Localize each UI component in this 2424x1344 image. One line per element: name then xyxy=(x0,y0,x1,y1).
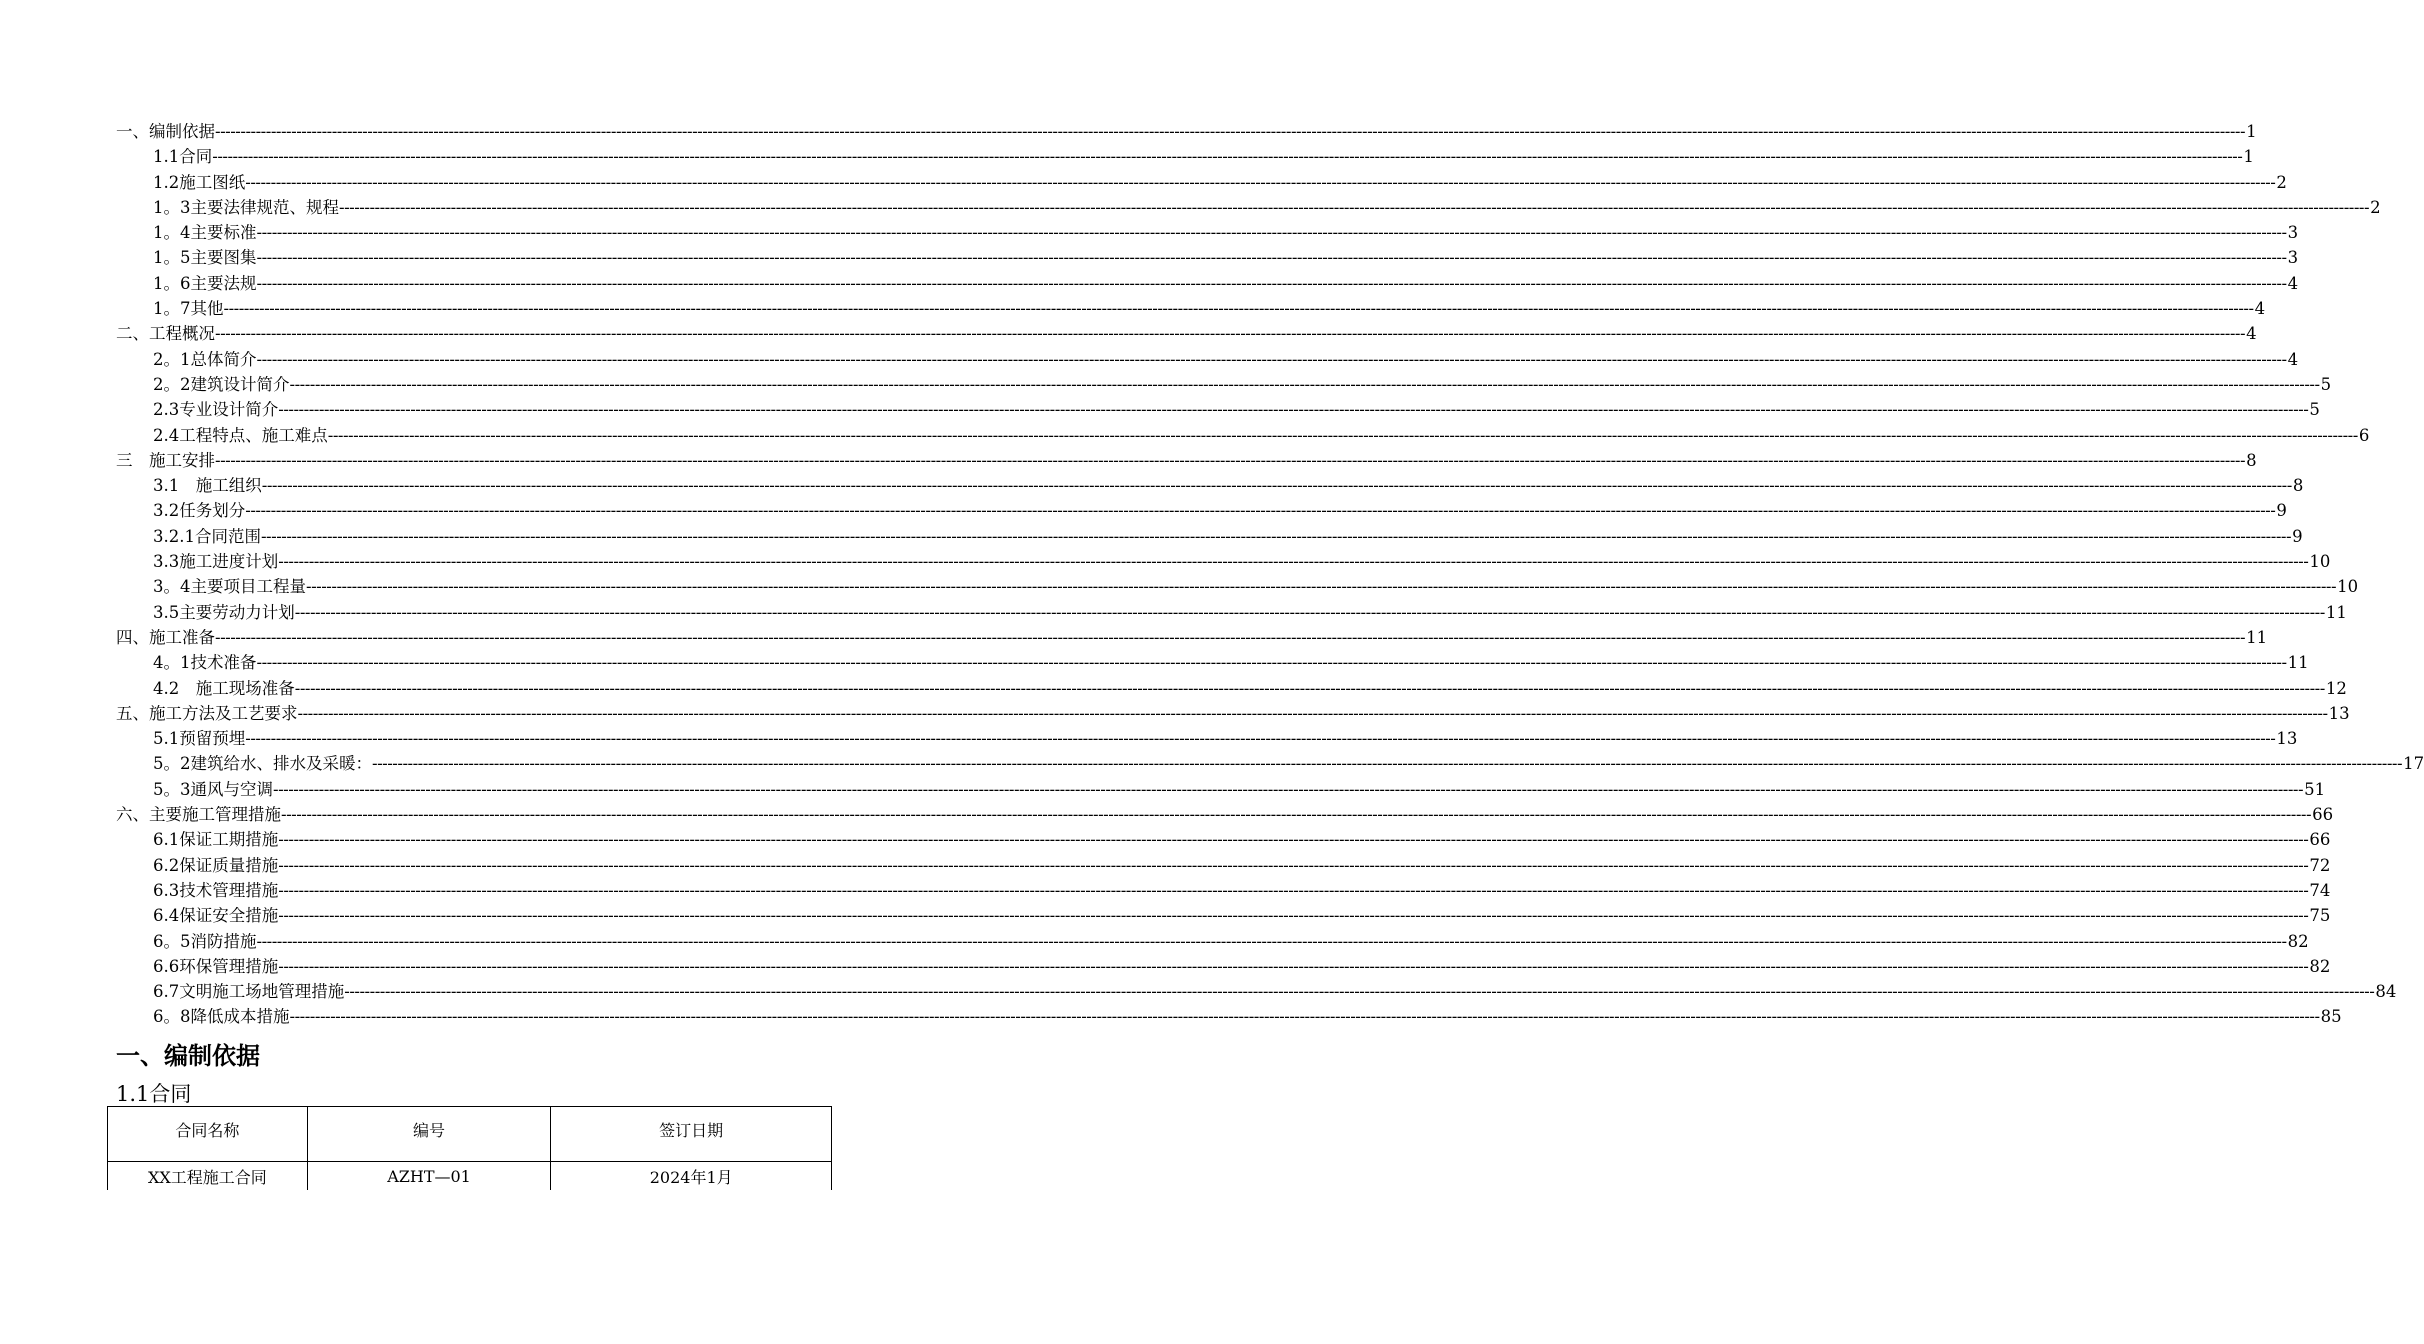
toc-entry-page: 85 xyxy=(2320,1007,2342,1027)
toc-dot-leader: ---------------------------------------------------------------------------------------------------------------------------------------------------------------------------------------------------------------------------------------------------------------------------------------------------------------------------------------------------------------------------------------------------------------- xyxy=(215,122,2246,141)
toc-entry[interactable] xyxy=(116,548,2331,573)
toc-entry[interactable] xyxy=(116,852,2331,877)
toc-dot-leader: ---------------------------------------------------------------------------------------------------------------------------------------------------------------------------------------------------------------------------------------------------------------------------------------------------------------------------------------------------------------------------------------------------------------- xyxy=(260,526,2292,546)
toc-entry-page: 4 xyxy=(2254,299,2266,319)
toc-dot-leader: ---------------------------------------------------------------------------------------------------------------------------------------------------------------------------------------------------------------------------------------------------------------------------------------------------------------------------------------------------------------------------------------------------------------- xyxy=(223,299,2254,319)
toc-dot-leader: ---------------------------------------------------------------------------------------------------------------------------------------------------------------------------------------------------------------------------------------------------------------------------------------------------------------------------------------------------------------------------------------------------------------- xyxy=(256,248,2287,268)
toc-dot-leader: ---------------------------------------------------------------------------------------------------------------------------------------------------------------------------------------------------------------------------------------------------------------------------------------------------------------------------------------------------------------------------------------------------------------- xyxy=(278,552,2309,572)
toc-entry-title: 3.3施工进度计划 xyxy=(153,552,279,572)
cell-contract-name: XX工程施工合同 xyxy=(108,1162,308,1191)
table-row xyxy=(108,1162,832,1191)
toc-entry-title: 1。5主要图集 xyxy=(153,248,257,268)
toc-entry-page: 1 xyxy=(2246,122,2257,141)
toc-entry-page: 11 xyxy=(2246,627,2268,647)
toc-dot-leader: ---------------------------------------------------------------------------------------------------------------------------------------------------------------------------------------------------------------------------------------------------------------------------------------------------------------------------------------------------------------------------------------------------------------- xyxy=(306,577,2337,597)
toc-entry[interactable] xyxy=(116,776,2326,801)
toc-dot-leader: ---------------------------------------------------------------------------------------------------------------------------------------------------------------------------------------------------------------------------------------------------------------------------------------------------------------------------------------------------------------------------------------------------------------- xyxy=(256,349,2287,369)
toc-entry-title: 2。2建筑设计简介 xyxy=(153,374,290,394)
toc-entry-title: 6.1保证工期措施 xyxy=(153,830,279,850)
toc-entry-page: 8 xyxy=(2292,476,2304,496)
toc-entry-title: 四、施工准备 xyxy=(116,627,215,647)
toc-dot-leader: ---------------------------------------------------------------------------------------------------------------------------------------------------------------------------------------------------------------------------------------------------------------------------------------------------------------------------------------------------------------------------------------------------------------- xyxy=(289,374,2320,394)
toc-entry[interactable] xyxy=(116,346,2299,371)
toc-dot-leader: ---------------------------------------------------------------------------------------------------------------------------------------------------------------------------------------------------------------------------------------------------------------------------------------------------------------------------------------------------------------------------------------------------------------- xyxy=(256,223,2287,243)
toc-dot-leader: ---------------------------------------------------------------------------------------------------------------------------------------------------------------------------------------------------------------------------------------------------------------------------------------------------------------------------------------------------------------------------------------------------------------- xyxy=(273,779,2304,799)
toc-entry[interactable] xyxy=(116,244,2299,269)
toc-entry[interactable] xyxy=(116,422,2370,447)
toc-entry-page: 13 xyxy=(2276,729,2298,749)
subsection-heading: 1.1合同 xyxy=(116,1082,192,1106)
toc-entry[interactable] xyxy=(116,396,2320,421)
toc-entry-page: 10 xyxy=(2309,552,2331,572)
toc-entry-page: 75 xyxy=(2309,906,2331,926)
toc-entry-title: 6.4保证安全措施 xyxy=(153,906,279,926)
toc-entry[interactable] xyxy=(116,953,2331,978)
toc-dot-leader: ---------------------------------------------------------------------------------------------------------------------------------------------------------------------------------------------------------------------------------------------------------------------------------------------------------------------------------------------------------------------------------------------------------------- xyxy=(278,956,2309,976)
toc-entry-page: 84 xyxy=(2375,982,2397,1002)
toc-dot-leader: ---------------------------------------------------------------------------------------------------------------------------------------------------------------------------------------------------------------------------------------------------------------------------------------------------------------------------------------------------------------------------------------------------------------- xyxy=(256,273,2287,293)
toc-entry[interactable] xyxy=(116,826,2331,851)
toc-entry-page: 3 xyxy=(2287,248,2299,268)
toc-dot-leader: ---------------------------------------------------------------------------------------------------------------------------------------------------------------------------------------------------------------------------------------------------------------------------------------------------------------------------------------------------------------------------------------------------------------- xyxy=(256,653,2287,673)
toc-entry[interactable] xyxy=(116,902,2331,927)
toc-entry[interactable] xyxy=(116,118,2257,143)
toc-entry-title: 3.2.1合同范围 xyxy=(153,526,261,546)
toc-dot-leader: ---------------------------------------------------------------------------------------------------------------------------------------------------------------------------------------------------------------------------------------------------------------------------------------------------------------------------------------------------------------------------------------------------------------- xyxy=(278,880,2309,900)
toc-entry[interactable] xyxy=(116,371,2332,396)
toc-entry-title: 六、主要施工管理措施 xyxy=(116,805,281,825)
toc-entry-title: 2.3专业设计简介 xyxy=(153,400,279,420)
toc-dot-leader: ---------------------------------------------------------------------------------------------------------------------------------------------------------------------------------------------------------------------------------------------------------------------------------------------------------------------------------------------------------------------------------------------------------------- xyxy=(278,830,2309,850)
toc-entry-title: 1.2施工图纸 xyxy=(153,172,246,192)
toc-entry-page: 3 xyxy=(2287,223,2299,243)
toc-entry[interactable] xyxy=(116,472,2304,497)
toc-entry-title: 6.7文明施工场地管理措施 xyxy=(153,982,345,1002)
table-of-contents xyxy=(116,118,2424,1029)
toc-entry[interactable] xyxy=(116,978,2397,1003)
toc-entry-title: 6.6环保管理措施 xyxy=(153,956,279,976)
toc-entry-page: 66 xyxy=(2309,830,2331,850)
toc-entry-title: 二、工程概况 xyxy=(116,324,215,344)
section-heading: 一、编制依据 xyxy=(116,1041,260,1070)
contract-table xyxy=(107,1106,832,1190)
toc-entry[interactable] xyxy=(116,295,2266,320)
toc-entry-page: 12 xyxy=(2325,678,2347,698)
toc-entry[interactable] xyxy=(116,194,2381,219)
toc-entry-title: 5.1预留预埋 xyxy=(153,729,246,749)
toc-entry[interactable] xyxy=(116,169,2287,194)
toc-entry-title: 2。1总体简介 xyxy=(153,349,257,369)
toc-entry-title: 3.1 施工组织 xyxy=(153,476,262,496)
toc-entry-title: 三 施工安排 xyxy=(116,450,215,470)
toc-entry-page: 13 xyxy=(2328,703,2350,723)
toc-entry-title: 3。4主要项目工程量 xyxy=(153,577,306,597)
toc-entry-title: 6。8降低成本措施 xyxy=(153,1007,290,1027)
toc-dot-leader: ---------------------------------------------------------------------------------------------------------------------------------------------------------------------------------------------------------------------------------------------------------------------------------------------------------------------------------------------------------------------------------------------------------------- xyxy=(245,172,2276,192)
toc-entry-title: 3.5主要劳动力计划 xyxy=(153,602,295,622)
toc-entry-page: 9 xyxy=(2276,501,2287,521)
toc-entry-title: 1。4主要标准 xyxy=(153,223,257,243)
toc-entry-page: 6 xyxy=(2358,425,2370,445)
toc-entry-title: 1。7其他 xyxy=(153,299,224,319)
toc-dot-leader: ---------------------------------------------------------------------------------------------------------------------------------------------------------------------------------------------------------------------------------------------------------------------------------------------------------------------------------------------------------------------------------------------------------------- xyxy=(215,450,2246,470)
toc-entry-title: 五、施工方法及工艺要求 xyxy=(116,703,298,723)
toc-entry[interactable] xyxy=(116,801,2334,826)
toc-dot-leader: ---------------------------------------------------------------------------------------------------------------------------------------------------------------------------------------------------------------------------------------------------------------------------------------------------------------------------------------------------------------------------------------------------------------- xyxy=(344,982,2375,1002)
toc-entry[interactable] xyxy=(116,1003,2342,1028)
toc-dot-leader: ---------------------------------------------------------------------------------------------------------------------------------------------------------------------------------------------------------------------------------------------------------------------------------------------------------------------------------------------------------------------------------------------------------------- xyxy=(261,476,2292,496)
toc-entry[interactable] xyxy=(116,497,2287,522)
toc-dot-leader: ---------------------------------------------------------------------------------------------------------------------------------------------------------------------------------------------------------------------------------------------------------------------------------------------------------------------------------------------------------------------------------------------------------------- xyxy=(278,400,2309,420)
toc-entry-title: 1。3主要法律规范、规程 xyxy=(153,197,339,217)
toc-entry-page: 82 xyxy=(2287,931,2309,951)
toc-entry-title: 5。2建筑给水、排水及采暖： xyxy=(153,754,372,774)
toc-entry[interactable] xyxy=(116,750,2424,775)
toc-entry[interactable] xyxy=(116,270,2299,295)
toc-entry-page: 66 xyxy=(2312,805,2334,825)
toc-entry-title: 4。1技术准备 xyxy=(153,653,257,673)
toc-dot-leader: ---------------------------------------------------------------------------------------------------------------------------------------------------------------------------------------------------------------------------------------------------------------------------------------------------------------------------------------------------------------------------------------------------------------- xyxy=(281,805,2312,825)
toc-entry-title: 6。5消防措施 xyxy=(153,931,257,951)
toc-entry-page: 2 xyxy=(2370,197,2381,217)
toc-dot-leader: ---------------------------------------------------------------------------------------------------------------------------------------------------------------------------------------------------------------------------------------------------------------------------------------------------------------------------------------------------------------------------------------------------------------- xyxy=(212,147,2243,167)
toc-entry-page: 5 xyxy=(2320,374,2332,394)
toc-entry-page: 1 xyxy=(2243,147,2254,167)
header-contract-name: 合同名称 xyxy=(108,1107,308,1162)
toc-entry-title: 5。3通风与空调 xyxy=(153,779,273,799)
toc-dot-leader: ---------------------------------------------------------------------------------------------------------------------------------------------------------------------------------------------------------------------------------------------------------------------------------------------------------------------------------------------------------------------------------------------------------------- xyxy=(215,627,2246,647)
toc-entry-page: 74 xyxy=(2309,880,2331,900)
toc-dot-leader: ---------------------------------------------------------------------------------------------------------------------------------------------------------------------------------------------------------------------------------------------------------------------------------------------------------------------------------------------------------------------------------------------------------------- xyxy=(278,906,2309,926)
toc-entry[interactable] xyxy=(116,928,2309,953)
toc-entry-title: 1.1合同 xyxy=(153,147,213,167)
toc-entry[interactable] xyxy=(116,624,2268,649)
toc-entry[interactable] xyxy=(116,675,2347,700)
toc-entry-title: 1。6主要法规 xyxy=(153,273,257,293)
toc-entry-page: 51 xyxy=(2304,779,2326,799)
toc-entry-title: 3.2任务划分 xyxy=(153,501,246,521)
toc-entry[interactable] xyxy=(116,219,2299,244)
toc-entry-page: 72 xyxy=(2309,855,2331,875)
header-signing-date: 签订日期 xyxy=(551,1107,832,1162)
table-header-row xyxy=(108,1107,832,1162)
toc-entry[interactable] xyxy=(116,725,2298,750)
toc-entry-page: 5 xyxy=(2309,400,2320,420)
toc-entry[interactable] xyxy=(116,599,2347,624)
toc-dot-leader: ---------------------------------------------------------------------------------------------------------------------------------------------------------------------------------------------------------------------------------------------------------------------------------------------------------------------------------------------------------------------------------------------------------------- xyxy=(245,729,2276,749)
toc-entry[interactable] xyxy=(116,877,2331,902)
toc-entry-title: 6.3技术管理措施 xyxy=(153,880,279,900)
toc-entry-page: 4 xyxy=(2287,349,2299,369)
toc-entry-page: 11 xyxy=(2287,653,2309,673)
toc-entry[interactable] xyxy=(116,523,2303,548)
toc-entry-page: 10 xyxy=(2337,577,2359,597)
toc-entry-page: 4 xyxy=(2246,324,2257,344)
toc-entry-page: 82 xyxy=(2309,956,2331,976)
toc-entry[interactable] xyxy=(116,649,2309,674)
toc-entry[interactable] xyxy=(116,700,2350,725)
header-contract-number: 编号 xyxy=(307,1107,551,1162)
toc-entry-page: 8 xyxy=(2246,450,2257,470)
cell-contract-number: AZHT—01 xyxy=(307,1162,551,1191)
toc-dot-leader: ---------------------------------------------------------------------------------------------------------------------------------------------------------------------------------------------------------------------------------------------------------------------------------------------------------------------------------------------------------------------------------------------------------------- xyxy=(297,703,2328,723)
toc-dot-leader: ---------------------------------------------------------------------------------------------------------------------------------------------------------------------------------------------------------------------------------------------------------------------------------------------------------------------------------------------------------------------------------------------------------------- xyxy=(339,197,2370,217)
toc-entry-title: 6.2保证质量措施 xyxy=(153,855,279,875)
toc-entry-title: 2.4工程特点、施工难点 xyxy=(153,425,328,445)
toc-entry-page: 2 xyxy=(2276,172,2287,192)
toc-dot-leader: ---------------------------------------------------------------------------------------------------------------------------------------------------------------------------------------------------------------------------------------------------------------------------------------------------------------------------------------------------------------------------------------------------------------- xyxy=(327,425,2358,445)
toc-entry-title: 一、编制依据 xyxy=(116,122,215,141)
toc-dot-leader: ---------------------------------------------------------------------------------------------------------------------------------------------------------------------------------------------------------------------------------------------------------------------------------------------------------------------------------------------------------------------------------------------------------------- xyxy=(294,678,2325,698)
toc-dot-leader: ---------------------------------------------------------------------------------------------------------------------------------------------------------------------------------------------------------------------------------------------------------------------------------------------------------------------------------------------------------------------------------------------------------------- xyxy=(289,1007,2320,1027)
cell-signing-date: 2024年1月 xyxy=(551,1162,832,1191)
toc-dot-leader: ---------------------------------------------------------------------------------------------------------------------------------------------------------------------------------------------------------------------------------------------------------------------------------------------------------------------------------------------------------------------------------------------------------------- xyxy=(372,754,2403,774)
toc-entry-page: 4 xyxy=(2287,273,2299,293)
toc-entry-page: 11 xyxy=(2325,602,2347,622)
toc-entry[interactable] xyxy=(116,447,2257,472)
toc-dot-leader: ---------------------------------------------------------------------------------------------------------------------------------------------------------------------------------------------------------------------------------------------------------------------------------------------------------------------------------------------------------------------------------------------------------------- xyxy=(294,602,2325,622)
toc-entry[interactable] xyxy=(116,573,2359,598)
toc-dot-leader: ---------------------------------------------------------------------------------------------------------------------------------------------------------------------------------------------------------------------------------------------------------------------------------------------------------------------------------------------------------------------------------------------------------------- xyxy=(215,324,2246,344)
toc-entry-title: 4.2 施工现场准备 xyxy=(153,678,295,698)
toc-entry[interactable] xyxy=(116,143,2254,168)
toc-dot-leader: ---------------------------------------------------------------------------------------------------------------------------------------------------------------------------------------------------------------------------------------------------------------------------------------------------------------------------------------------------------------------------------------------------------------- xyxy=(245,501,2276,521)
toc-dot-leader: ---------------------------------------------------------------------------------------------------------------------------------------------------------------------------------------------------------------------------------------------------------------------------------------------------------------------------------------------------------------------------------------------------------------- xyxy=(278,855,2309,875)
toc-entry-page: 9 xyxy=(2292,526,2303,546)
toc-entry[interactable] xyxy=(116,320,2257,345)
toc-dot-leader: ---------------------------------------------------------------------------------------------------------------------------------------------------------------------------------------------------------------------------------------------------------------------------------------------------------------------------------------------------------------------------------------------------------------- xyxy=(256,931,2287,951)
toc-entry-page: 17 xyxy=(2403,754,2424,774)
